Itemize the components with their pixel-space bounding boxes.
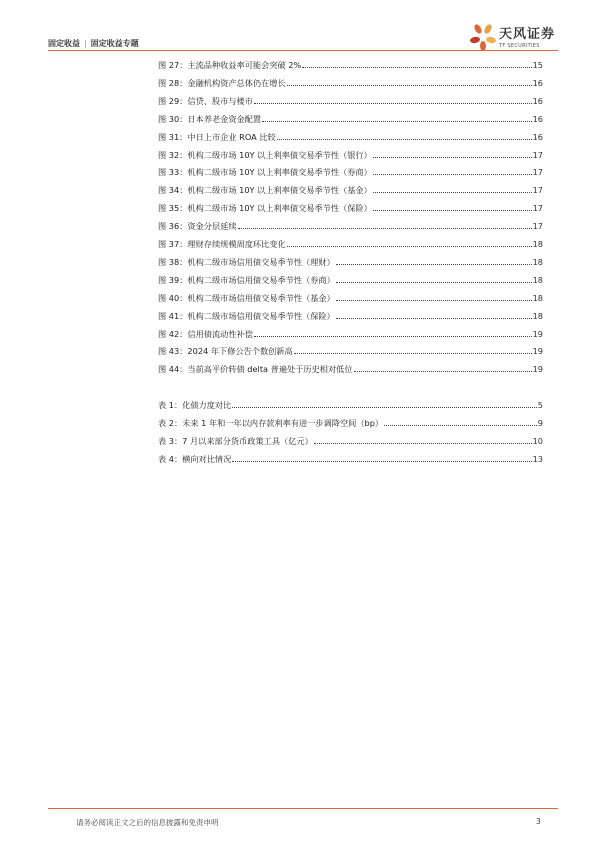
toc-figure-entry[interactable] (158, 237, 543, 249)
toc-figure-entry[interactable] (158, 255, 543, 267)
toc-leader-dots (287, 85, 532, 86)
toc-figure-entry[interactable] (158, 76, 543, 88)
toc-entry-page: 13 (532, 453, 543, 464)
toc-entry-page: 17 (532, 167, 543, 178)
header-separator: | (84, 39, 87, 48)
toc-entry-page: 17 (532, 149, 543, 160)
toc-figure-entry[interactable] (158, 130, 543, 142)
toc-leader-dots (384, 425, 537, 426)
toc-leader-dots (373, 157, 532, 158)
toc-figure-entry[interactable] (158, 291, 543, 303)
toc-entry-title: 图 29：信贷、股市与楼市 (158, 95, 253, 106)
toc-leader-dots (287, 246, 532, 247)
toc-entry-title: 图 42：信用债流动性补偿 (158, 328, 253, 339)
toc-entry-title: 图 31：中日上市企业 ROA 比较 (158, 131, 276, 142)
toc-leader-dots (232, 461, 531, 462)
header-divider (48, 50, 558, 51)
toc-entry-page: 18 (532, 239, 543, 249)
toc-figure-entry[interactable] (158, 112, 543, 124)
toc-leader-dots (254, 336, 532, 337)
header-breadcrumb (48, 38, 139, 49)
toc-entry-title: 图 43：2024 年下修公告个数创新高 (158, 346, 293, 357)
toc-entry-title: 图 27：主流品种收益率可能会突破 2% (158, 60, 302, 70)
toc-entry-page: 19 (532, 364, 543, 375)
toc-table-entry[interactable] (158, 452, 543, 464)
toc-figure-entry[interactable] (158, 309, 543, 321)
toc-leader-dots (336, 300, 532, 301)
footer-disclaimer: 请务必阅读正文之后的信息披露和免责申明 (76, 818, 219, 827)
toc-figure-entry[interactable] (158, 201, 543, 213)
toc-entry-title: 图 32：机构二级市场 10Y 以上利率债交易季节性（银行） (158, 149, 372, 160)
toc-entry-page: 18 (532, 274, 543, 285)
logo-name-en: TF SECURITIES (499, 43, 540, 49)
toc-leader-dots (277, 139, 532, 140)
toc-entry-page: 16 (532, 95, 543, 106)
toc-entry-page: 15 (532, 60, 543, 70)
toc-entry-page: 19 (532, 328, 543, 339)
toc-entry-page: 16 (532, 77, 543, 88)
toc-leader-dots (373, 210, 532, 211)
toc-entry-title: 图 36：资金分层延续 (158, 221, 237, 232)
toc-entry-title: 图 38：机构二级市场信用债交易季节性（理财） (158, 256, 335, 267)
toc-entry-title: 图 35：机构二级市场 10Y 以上利率债交易季节性（保险） (158, 203, 372, 214)
toc-entry-title: 表 4：横向对比情况 (158, 453, 232, 464)
toc-leader-dots (254, 103, 532, 104)
toc-entry-page: 17 (532, 185, 543, 196)
header-subsection: 固定收益专题 (90, 39, 139, 48)
logo-name-cn: 天风证券 (499, 27, 556, 42)
toc-entry-title: 图 39：机构二级市场信用债交易季节性（券商） (158, 274, 335, 285)
toc-table-entry[interactable] (158, 416, 543, 428)
toc-figure-entry[interactable] (158, 58, 543, 70)
toc-entry-title: 表 2：未来 1 年和一年以内存款利率有进一步调降空间（bp） (158, 418, 384, 429)
toc-leader-dots (336, 318, 532, 319)
footer-divider (48, 808, 558, 809)
toc-figure-entry[interactable] (158, 94, 543, 106)
toc-entry-title: 图 44：当前高平价转债 delta 普遍处于历史相对低位 (158, 364, 353, 375)
toc-figure-entry[interactable] (158, 327, 543, 339)
toc-leader-dots (354, 371, 532, 372)
toc-entry-title: 图 41：机构二级市场信用债交易季节性（保险） (158, 310, 335, 321)
toc-entry-page: 18 (532, 292, 543, 303)
toc-leader-dots (262, 121, 531, 122)
toc-figure-entry[interactable] (158, 362, 543, 374)
toc-figure-entry[interactable] (158, 273, 543, 285)
toc-entry-title: 表 3：7 月以来部分货币政策工具（亿元） (158, 436, 313, 446)
toc-leader-dots (373, 192, 532, 193)
toc-leader-dots (373, 174, 532, 175)
toc-entry-title: 图 37：理财存续规模周度环比变化 (158, 239, 286, 249)
toc-leader-dots (294, 353, 532, 354)
toc-entry-page: 5 (537, 400, 543, 411)
toc-entry-page: 17 (532, 221, 543, 232)
toc-figure-entry[interactable] (158, 148, 543, 160)
toc-entry-page: 16 (532, 131, 543, 142)
toc-entry-title: 图 28：金融机构资产总体仍在增长 (158, 77, 286, 88)
toc-entry-page: 18 (532, 310, 543, 321)
toc-table-entry[interactable] (158, 398, 543, 410)
toc-table-entry[interactable] (158, 434, 543, 446)
toc-leader-dots (336, 282, 532, 283)
page-number: 3 (536, 817, 541, 826)
toc-figure-entry[interactable] (158, 165, 543, 177)
toc-entry-page: 19 (532, 346, 543, 357)
toc-figure-entry[interactable] (158, 219, 543, 231)
toc-leader-dots (238, 228, 532, 229)
toc-entry-page: 9 (537, 418, 543, 429)
toc-entry-title: 图 34：机构二级市场 10Y 以上利率债交易季节性（基金） (158, 185, 372, 196)
toc-entry-title: 图 33：机构二级市场 10Y 以上利率债交易季节性（券商） (158, 167, 372, 178)
toc-figure-entry[interactable] (158, 344, 543, 356)
toc-leader-dots (232, 407, 536, 408)
toc-leader-dots (302, 67, 531, 68)
logo-text (499, 23, 555, 49)
toc-entry-title: 图 40：机构二级市场信用债交易季节性（基金） (158, 292, 335, 303)
toc-entry-page: 17 (532, 203, 543, 214)
toc-entry-page: 10 (532, 436, 543, 446)
toc-leader-dots (314, 443, 532, 444)
toc-entry-title: 图 30：日本养老金资金配置 (158, 113, 262, 124)
toc-figure-entry[interactable] (158, 183, 543, 195)
toc-leader-dots (336, 264, 532, 265)
toc-entry-page: 18 (532, 256, 543, 267)
header-section: 固定收益 (48, 39, 80, 48)
toc-entry-page: 16 (532, 113, 543, 124)
toc-entry-title: 表 1：化债力度对比 (158, 400, 232, 411)
